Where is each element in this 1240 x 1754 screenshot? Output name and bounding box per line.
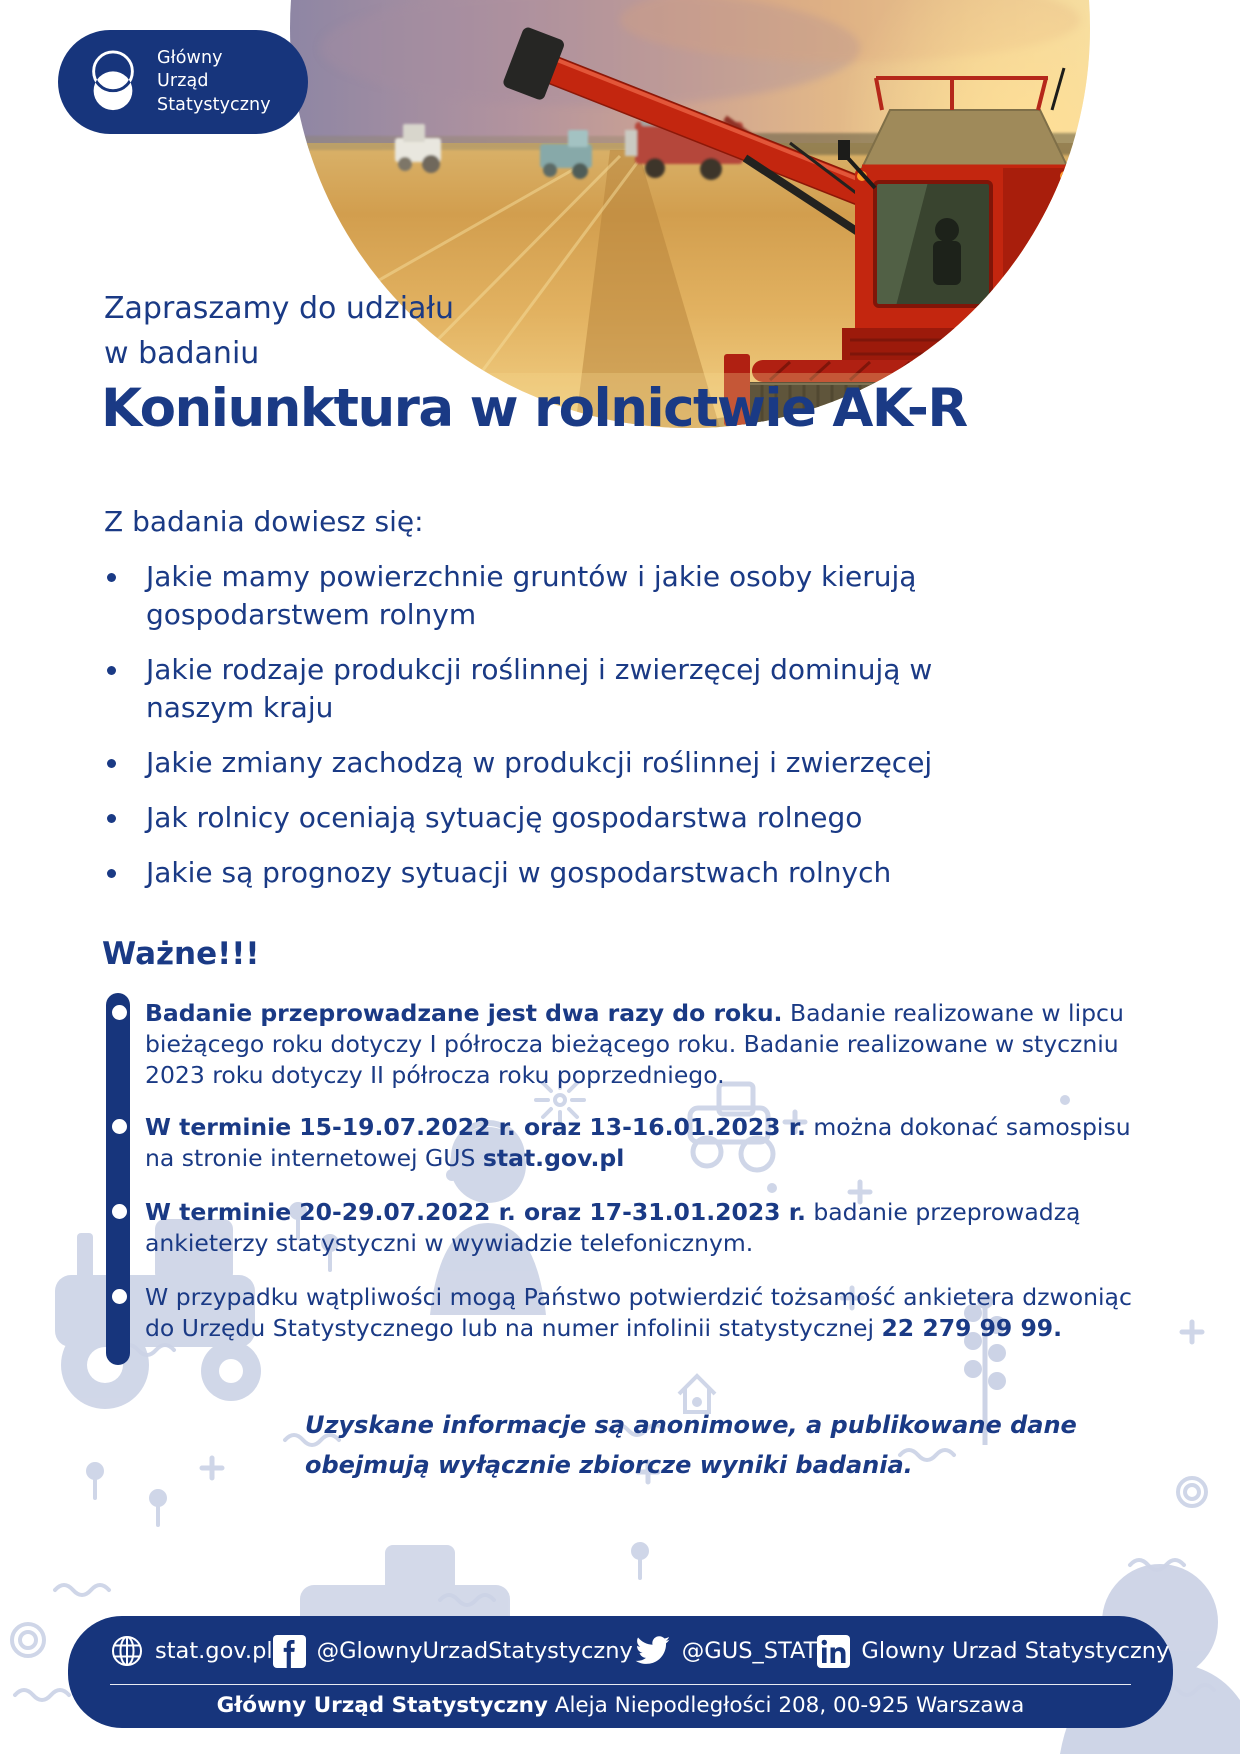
globe-icon	[110, 1634, 144, 1668]
important-item-tail: 22 279 99 99.	[881, 1314, 1063, 1342]
footer-address-org: Główny Urząd Statystyczny	[216, 1693, 548, 1718]
important-item	[145, 1282, 1150, 1344]
important-item-lead: Badanie przeprowadzane jest dwa razy do roku.	[145, 999, 783, 1027]
logo-line1: Główny	[157, 48, 223, 69]
benefit-item-text: Jak rolnicy oceniają sytuację gospodarstwa rolnego	[146, 801, 863, 834]
footer-facebook-label: @GlownyUrzadStatystyczny	[316, 1638, 633, 1664]
intro-text	[104, 286, 454, 376]
footer-facebook-link[interactable]	[273, 1635, 633, 1668]
benefit-item-text: Jakie są prognozy sytuacji w gospodarstwach rolnych	[146, 856, 892, 889]
footer-website-label: stat.gov.pl	[155, 1638, 273, 1664]
logo-line2: Urząd Statystyczny	[157, 71, 271, 115]
benefit-item	[104, 854, 1024, 892]
footer-bar	[68, 1616, 1173, 1728]
benefit-item-text: Jakie rodzaje produkcji roślinnej i zwierzęcej dominują w naszym kraju	[146, 653, 933, 724]
facebook-icon	[273, 1635, 306, 1668]
important-item	[145, 1112, 1150, 1174]
important-item-lead: W terminie 15-19.07.2022 r. oraz 13-16.01.2023 r.	[145, 1113, 806, 1141]
intro-line2: w badaniu	[104, 336, 260, 371]
page-title: Koniunktura w rolnictwie AK-R	[101, 378, 967, 439]
footer-linkedin-label: Glowny Urzad Statystyczny	[861, 1638, 1170, 1664]
benefit-item	[104, 799, 1024, 837]
important-accent-bar	[106, 993, 130, 1365]
important-list	[145, 998, 1150, 1344]
benefits-heading: Z badania dowiesz się:	[104, 505, 424, 538]
gus-logo	[58, 30, 308, 134]
footer-twitter-label: @GUS_STAT	[681, 1638, 818, 1664]
important-item-text: Badanie realizowane w lipcu bieżącego roku dotyczy I półrocza bieżącego roku. Badanie realizowane w styczniu 2023 roku dotyczy II półrocza roku poprzedniego.	[145, 999, 1124, 1089]
intro-line1: Zapraszamy do udziału	[104, 291, 454, 326]
important-item	[145, 1197, 1150, 1259]
anonymity-note: Uzyskane informacje są anonimowe, a publikowane dane obejmują wyłącznie zbiorcze wyniki badania.	[305, 1411, 1077, 1479]
gus-logo-icon	[82, 48, 144, 116]
footer-linkedin-link[interactable]	[817, 1635, 1169, 1668]
footer-twitter-link[interactable]	[633, 1635, 818, 1667]
footer-social-row	[110, 1618, 1170, 1684]
benefit-item	[104, 651, 1024, 727]
important-heading: Ważne!!!	[102, 936, 260, 972]
footer-address-street: Aleja Niepodległości 208, 00-925 Warszawa	[547, 1693, 1025, 1718]
footer-address	[110, 1685, 1131, 1726]
twitter-icon	[633, 1635, 671, 1667]
benefit-item-text: Jakie mamy powierzchnie gruntów i jakie osoby kierują gospodarstwem rolnym	[146, 560, 917, 631]
linkedin-icon	[817, 1635, 850, 1668]
benefit-item-text: Jakie zmiany zachodzą w produkcji roślinnej i zwierzęcej	[146, 746, 933, 779]
footer-website-link[interactable]	[110, 1634, 273, 1668]
benefits-section	[104, 503, 1024, 892]
benefit-item	[104, 744, 1024, 782]
benefit-item	[104, 558, 1024, 634]
important-item	[145, 998, 1150, 1091]
important-item-text: badanie przeprowadzą ankieterzy statystyczni w wywiadzie telefonicznym.	[145, 1198, 1081, 1257]
important-item-text: W przypadku wątpliwości mogą Państwo potwierdzić tożsamość ankietera dzwoniąc do Urzędu Statystycznego lub na numer infolinii statystycznej	[145, 1283, 1132, 1342]
important-item-text: można dokonać samospisu na stronie internetowej GUS	[145, 1113, 1131, 1172]
important-item-tail: stat.gov.pl	[482, 1144, 625, 1172]
benefits-list	[104, 558, 1024, 892]
important-item-lead: W terminie 20-29.07.2022 r. oraz 17-31.01.2023 r.	[145, 1198, 806, 1226]
